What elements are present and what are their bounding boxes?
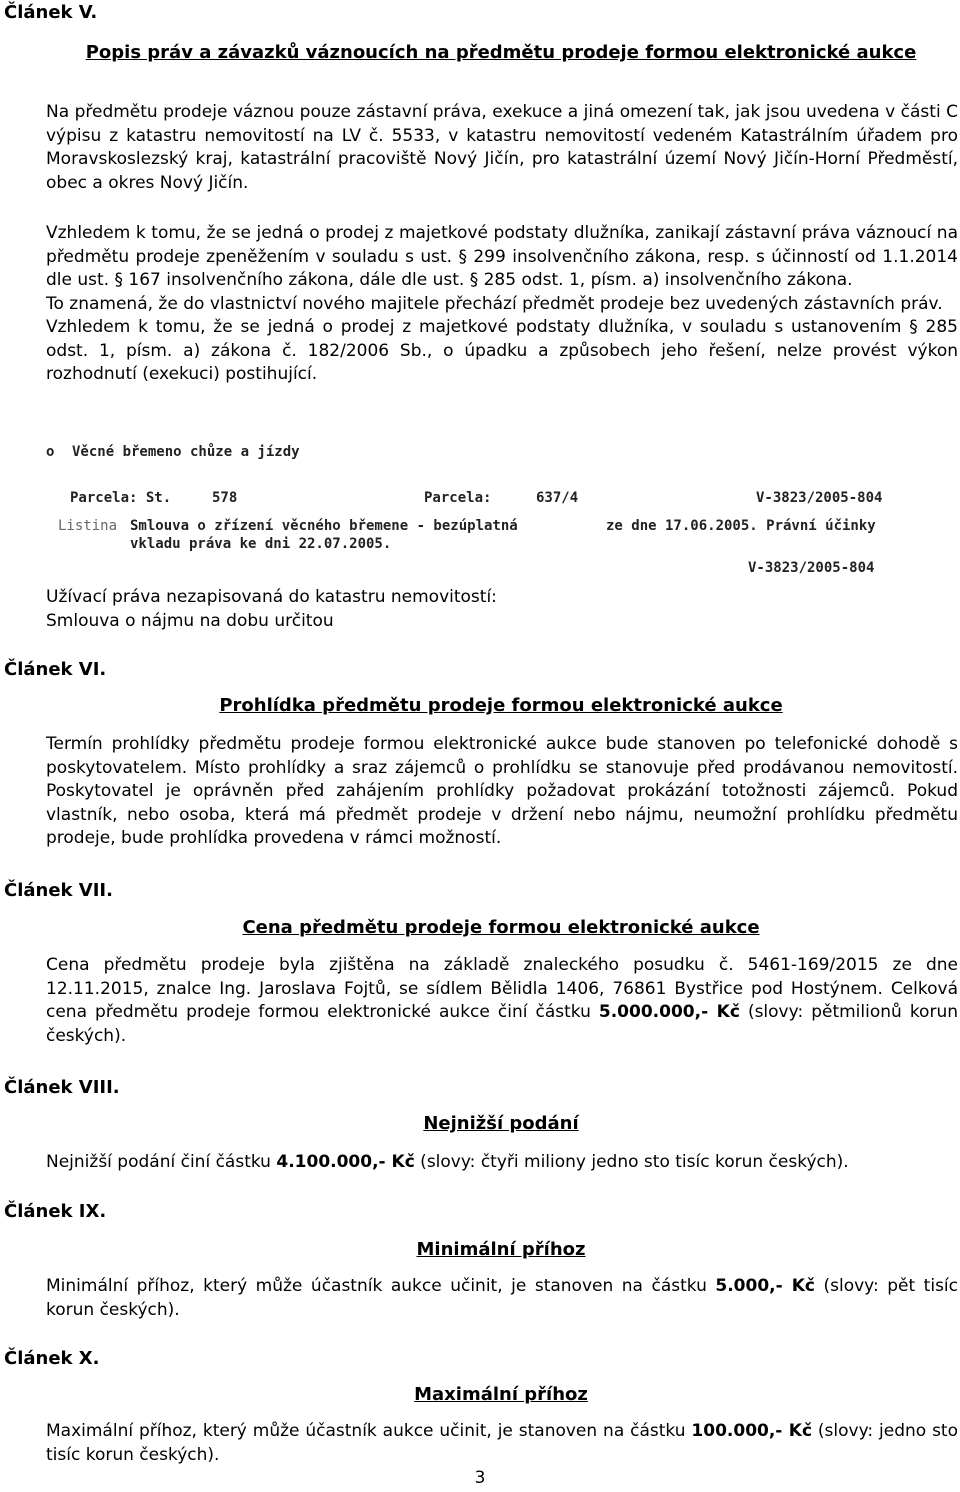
article-5-p3-text: To znamená, že do vlastnictví nového majitele přechází předmět prodeje bez uvedených zástavních práv. [46, 293, 943, 314]
article-10-text-a: Maximální příhoz, který může účastník aukce učinit, je stanoven na částku [46, 1421, 692, 1441]
article-7-text-b: (slovy: pětmilionů korun českých). [46, 1002, 958, 1046]
article-8-text-b: (slovy: čtyři miliony jedno sto tisíc korun českých). [414, 1152, 849, 1172]
article-6-text: Termín prohlídky předmětu prodeje formou elektronické aukce bude stanoven po telefonické dohodě s poskytovatelem. Místo prohlídky a sraz zájemců o prohlídku se stanovuje před prodávanou nemovitostí. Poskytovatel je oprávněn před zahájením prohlídky požadovat prokázání totožnosti zájemců. Pokud vlastník, nebo osoba, která má předmět prodeje v držení nebo nájmu, neumožní prohlídku předmětu prodeje, bude prohlídka provedena v rámci možností. [46, 734, 958, 848]
article-5-p1-text: Na předmětu prodeje váznou pouze zástavní práva, exekuce a jiná omezení tak, jak jsou uvedena v části C výpisu z katastru nemovitostí na LV č. 5533, v katastru nemovitostí vedeném Katastrálním úřadem pro Moravskoslezský kraj, katastrální pracoviště Nový Jičín, pro katastrální území Nový Jičín-Horní Předměstí, obec a okres Nový Jičín. [46, 102, 958, 193]
cadastral-excerpt [46, 440, 946, 580]
excerpt-listina-label: Listina [58, 518, 118, 534]
article-10-text [46, 1420, 958, 1467]
excerpt-parcel-number-2: 637/4 [536, 490, 579, 506]
usage-rights-line-2: Smlouva o nájmu na dobu určitou [46, 610, 334, 631]
article-8-title: Nejnižší podání [423, 1113, 579, 1134]
excerpt-parcel-number-1: 578 [212, 490, 238, 506]
excerpt-listina-text-1: Smlouva o zřízení věcného břemene - bezúplatná [130, 518, 518, 534]
article-9-amount: 5.000,- Kč [715, 1276, 815, 1296]
article-7-text [46, 954, 958, 1048]
excerpt-reference-2: V-3823/2005-804 [748, 560, 875, 576]
article-10-text-b: (slovy: jedno sto tisíc korun českých). [46, 1421, 958, 1465]
article-5-heading: Článek V. [4, 2, 98, 23]
article-7-amount: 5.000.000,- Kč [598, 1002, 740, 1022]
article-5-p2-text: Vzhledem k tomu, že se jedná o prodej z majetkové podstaty dlužníka, zanikají zástavní práva váznoucí na předmětu prodeje zpeněžením v souladu s ust. § 299 insolvenčního zákona, resp. s účinností od 1.1.2014 dle ust. § 167 insolvenčního zákona, dále dle ust. § 285 odst. 1, písm. a) insolvenčního zákona. [46, 223, 958, 290]
article-9-text-b: (slovy: pět tisíc korun českých). [46, 1276, 958, 1320]
article-5-p4-part-b: , o úpadku a způsobech jeho řešení, nelze provést výkon rozhodnutí (exekuci) postihující. [46, 340, 958, 384]
article-6-title: Prohlídka předmětu prodeje formou elektronické aukce [219, 695, 783, 716]
article-9-text-a: Minimální příhoz, který může účastník aukce učinit, je stanoven na částku [46, 1276, 716, 1296]
article-5-p4-text [46, 316, 958, 387]
excerpt-parcel-label-1: Parcela: St. [70, 490, 172, 506]
article-9-title: Minimální příhoz [416, 1239, 586, 1260]
article-9-paragraph [46, 1275, 958, 1322]
article-5-paragraph-1 [46, 101, 958, 195]
article-9-text [46, 1275, 958, 1322]
article-8-heading: Článek VIII. [4, 1077, 120, 1098]
article-7-paragraph [46, 954, 958, 1048]
article-7-text-a: Cena předmětu prodeje byla zjištěna na základě znaleckého posudku č. 5461-169/2015 ze dne 12.11.2015, znalce Ing. Jaroslava Fojtů, se sídlem Bělidla 1406, 76861 Bystřice pod Hostýnem. Celková cena předmětu prodeje formou elektronické aukce činí částku [46, 955, 958, 1022]
page-number: 3 [474, 1468, 486, 1488]
article-5-title: Popis práv a závazků váznoucích na předmětu prodeje formou elektronické aukce [85, 42, 917, 63]
article-8-text [46, 1151, 958, 1175]
excerpt-bullet: o [46, 444, 55, 460]
article-10-title: Maximální příhoz [414, 1384, 588, 1405]
excerpt-parcel-label-2: Parcela: [424, 490, 492, 506]
usage-rights [46, 586, 958, 633]
article-10-heading: Článek X. [4, 1348, 100, 1369]
article-5-p4-part-a: Vzhledem k tomu, že se jedná o prodej z majetkové podstaty dlužníka, v souladu s ustanovením § 285 odst. 1, písm. a) zákona č. 182/2006 Sb. [46, 317, 958, 361]
article-10-paragraph [46, 1420, 958, 1467]
article-8-paragraph [46, 1151, 958, 1175]
article-7-title: Cena předmětu prodeje formou elektronické aukce [242, 917, 760, 938]
article-8-amount: 4.100.000,- Kč [276, 1152, 415, 1172]
excerpt-reference-1: V-3823/2005-804 [756, 490, 883, 506]
usage-rights-line-1: Užívací práva nezapisovaná do katastru nemovitostí: [46, 587, 497, 607]
excerpt-listina-text-3: vkladu práva ke dni 22.07.2005. [130, 536, 392, 552]
excerpt-listina-text-2: ze dne 17.06.2005. Právní účinky [606, 518, 876, 534]
article-5-paragraph-2 [46, 222, 958, 387]
article-6-paragraph [46, 733, 958, 851]
article-10-amount: 100.000,- Kč [691, 1421, 813, 1441]
article-8-text-a: Nejnižší podání činí částku [46, 1152, 277, 1172]
article-7-heading: Článek VII. [4, 880, 113, 901]
excerpt-easement-title: Věcné břemeno chůze a jízdy [72, 444, 300, 460]
article-6-heading: Článek VI. [4, 659, 107, 680]
article-9-heading: Článek IX. [4, 1201, 107, 1222]
